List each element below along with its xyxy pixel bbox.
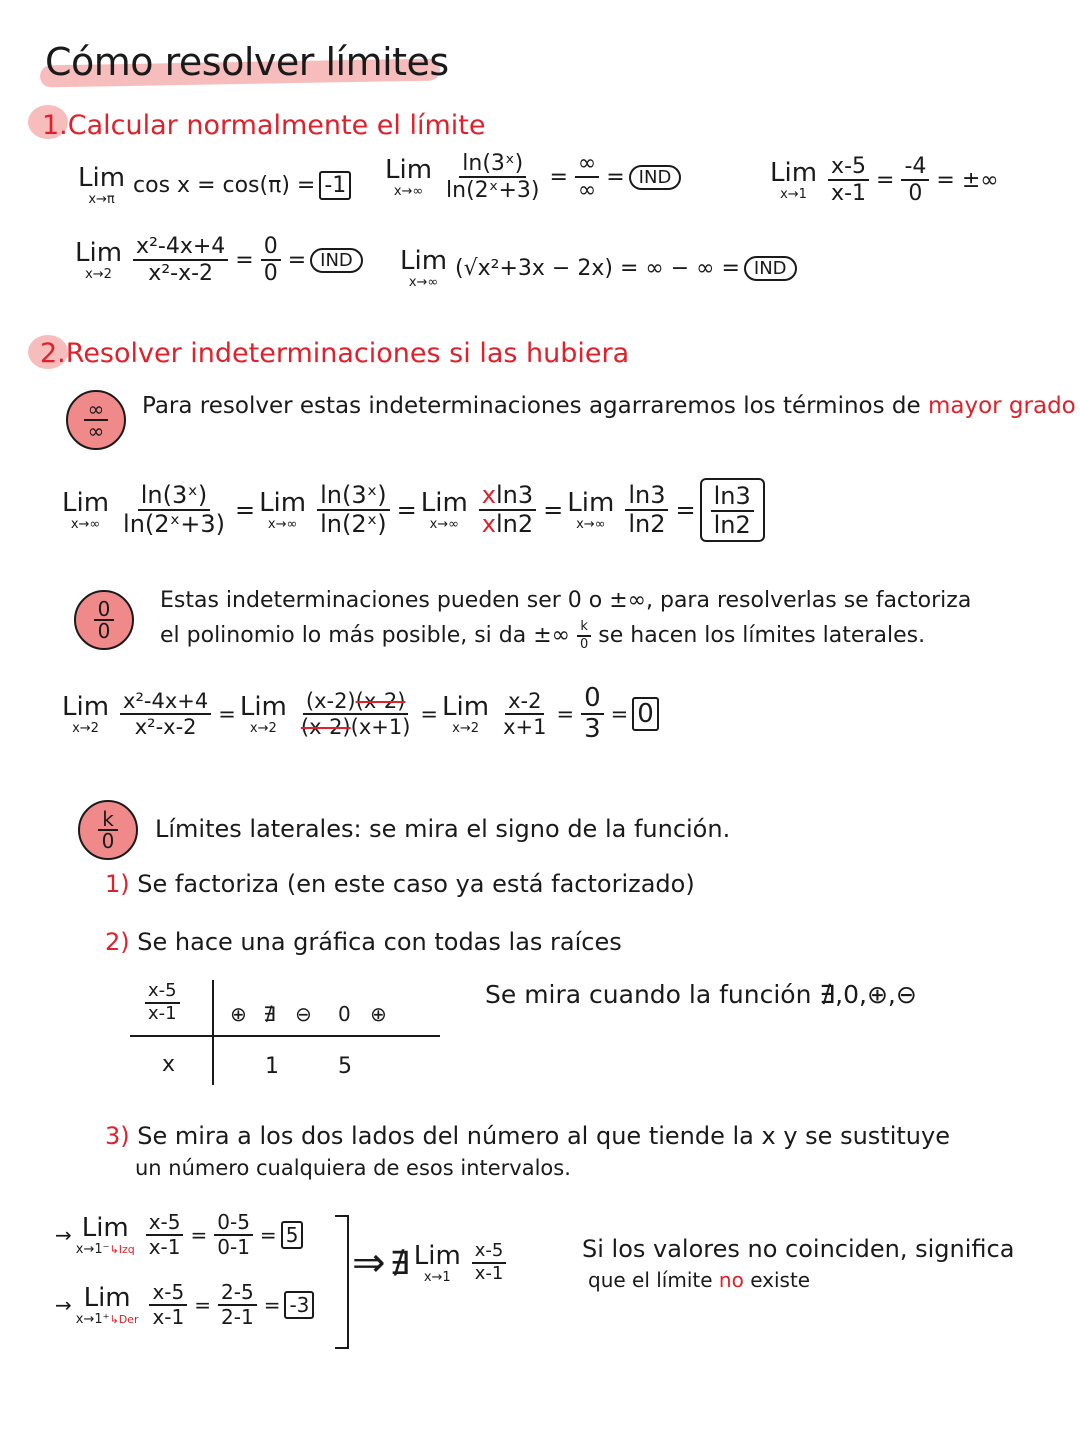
inf-explanation (142, 393, 1076, 419)
cancelled-factor: (x-2) (355, 689, 406, 714)
lim-sub: x→1 (423, 1269, 451, 1285)
ind-badge: IND (310, 248, 363, 273)
final-line1: Si los valores no coinciden, significa (582, 1235, 1015, 1263)
final-line2 (588, 1268, 810, 1292)
substep-3 (105, 1122, 950, 1150)
heading-text: Resolver indeterminaciones si las hubiera (65, 338, 630, 369)
example-ln-limit (385, 152, 681, 202)
lim: Lim (259, 487, 307, 518)
lim-sub: x→1 (780, 186, 807, 202)
substep-number: 3) (105, 1122, 130, 1150)
lim: Lim (385, 154, 433, 185)
numerator: 0 (261, 235, 281, 261)
numerator: x²-4x+4 (133, 235, 228, 261)
denominator: ln2 (713, 511, 751, 540)
factor: (x-2) (305, 689, 356, 714)
cancelled-factor: (x-2) (300, 715, 351, 740)
sign: ⊕ (370, 1002, 387, 1026)
lim: Lim (567, 487, 615, 518)
table-function (145, 982, 180, 1024)
text: existe (750, 1268, 811, 1292)
lim: Lim (239, 691, 287, 722)
numerator: x²-4x+4 (120, 690, 211, 715)
numerator: x-2 (505, 690, 544, 715)
numerator: ln(3ˣ) (138, 483, 211, 511)
text: el polinomio lo más posible, si da ±∞ (160, 623, 570, 649)
sign-note: Se mira cuando la función ∄,0,⊕,⊖ (485, 980, 917, 1009)
lim-sub: x→∞ (393, 183, 424, 199)
denominator: x²-x-2 (148, 261, 214, 287)
denominator: ln(2ˣ+3) (123, 510, 225, 539)
lim-sub: x→∞ (408, 275, 439, 290)
sign: ⊕ (230, 1002, 247, 1026)
denominator: x-1 (831, 181, 867, 207)
lim-sub: x→2 (85, 266, 112, 282)
numerator: x-5 (828, 155, 869, 181)
sign: ∄ (263, 1002, 276, 1026)
not-exists-icon: ∄ (389, 1244, 410, 1282)
numerator: ln3 (496, 481, 534, 509)
numerator: 0-5 (214, 1212, 253, 1236)
numerator: ∞ (575, 152, 599, 178)
step-number: 2. (40, 338, 66, 369)
equals: = (606, 164, 625, 190)
step2-heading (40, 338, 629, 369)
lim: Lim (81, 1212, 129, 1243)
numerator: x-5 (145, 982, 180, 1004)
lim: Lim (420, 487, 468, 518)
result-box: 5 (281, 1221, 304, 1249)
numerator: ln3 (625, 483, 668, 511)
expression: (√x²+3x − 2x) = ∞ − ∞ = (455, 256, 740, 281)
k0-heading: Límites laterales: se mira el signo de la función. (155, 815, 731, 843)
denominator: ln(2ˣ+3) (446, 178, 540, 204)
step1-heading (42, 110, 485, 141)
numerator: ln(3ˣ) (317, 483, 390, 511)
substep-number: 1) (105, 870, 130, 898)
lim-sub: x→∞ (70, 516, 101, 532)
lim: Lim (442, 691, 490, 722)
denominator: x-1 (152, 1305, 185, 1329)
lim: Lim (62, 691, 110, 722)
lim: Lim (62, 487, 110, 518)
denominator: x-1 (148, 1235, 181, 1259)
ind-badge: IND (629, 165, 682, 190)
lim-sub: x→2 (452, 720, 479, 736)
zero-explanation-line1: Estas indeterminaciones pueden ser 0 o ±∞, para resolverlas se factoriza (160, 588, 972, 613)
zero-example: Lim x→2 $\frac{\text{x²-4x+4}}{\text{x²-x-2}}$ = Lim x→2 $\frac{(x-2)(x-2)}{(x-2)(x+1)}$ = Lim x→2 $\frac{x-2}{x+1}$ = $\frac{0}{3}$ = 0 (62, 685, 659, 744)
arrow-icon: → (55, 1293, 72, 1317)
text: se hacen los límites laterales. (598, 623, 926, 649)
highlight-text: mayor grado (927, 393, 1076, 419)
numerator: x-5 (149, 1282, 187, 1306)
cancelled-x: x (481, 481, 496, 509)
numerator: 0 (581, 685, 604, 715)
result-box: -3 (284, 1291, 314, 1319)
denominator: 0 (263, 261, 278, 287)
left-limit: → Lim x→1⁻↳Izq $\frac{x-5}{x-1}$ = $\frac{0-5}{0-1}$ = 5 (55, 1212, 303, 1258)
lim-sub: x→2 (249, 720, 277, 736)
badge-den: ∞ (87, 419, 105, 443)
substep-2 (105, 928, 622, 956)
sign-table (130, 980, 440, 1090)
lim-sub: x→π (88, 192, 115, 207)
expression: cos x = cos(π) = (133, 173, 316, 198)
highlight-text: no (718, 1268, 744, 1292)
denominator: ln2 (496, 510, 534, 539)
denominator: x+1 (503, 715, 547, 740)
bracket (335, 1215, 349, 1349)
text: Para resolver estas indeterminaciones agarraremos los términos de (142, 393, 921, 419)
denominator: 0-1 (217, 1235, 250, 1259)
lim: Lim (400, 246, 448, 276)
substep-number: 2) (105, 928, 130, 956)
numerator: x-5 (472, 1242, 507, 1264)
example-sqrt-limit (400, 248, 797, 289)
step-number: 1. (42, 110, 68, 141)
badge-num: k (98, 809, 118, 831)
text: Se factoriza (en este caso ya está factorizado) (137, 870, 695, 898)
equals: = (549, 164, 568, 190)
numerator: -4 (901, 155, 929, 181)
page-title: Cómo resolver límites (45, 40, 449, 84)
table-horizontal-line (130, 1035, 440, 1037)
example-cos-limit (78, 165, 351, 206)
arrow-icon: → (55, 1223, 72, 1247)
lim: Lim (75, 237, 123, 268)
text: que el límite (588, 1268, 713, 1292)
example-x1-limit: Lim x→1 $\frac{x-5}{x-1}$ = $\frac{-4}{0}$ = ±∞ (770, 154, 999, 207)
denominator: 2-1 (221, 1305, 254, 1329)
side-tag: ↳Izq (109, 1242, 135, 1256)
denominator: 3 (584, 714, 601, 745)
result: = ±∞ (936, 167, 999, 193)
badge-num: 0 (94, 599, 115, 621)
badge-num: ∞ (84, 399, 109, 421)
denominator: 0 (580, 636, 589, 652)
badge-den: 0 (101, 829, 115, 853)
table-vertical-line (212, 980, 214, 1085)
denominator: x²-x-2 (134, 715, 197, 740)
sign: ⊖ (295, 1002, 312, 1026)
denominator: x-1 (148, 1002, 177, 1024)
heading-text: Calcular normalmente el límite (67, 110, 486, 141)
text: Se mira a los dos lados del número al que tiende la x y se sustituye (137, 1122, 950, 1150)
zero-explanation-line2 (160, 620, 925, 651)
substep-1 (105, 870, 695, 898)
result-box: 0 (632, 697, 659, 731)
side-tag: ↳Der (109, 1312, 139, 1326)
numerator: k (577, 620, 591, 637)
substep-3-line2: un número cualquiera de esos intervalos. (135, 1156, 571, 1180)
denominator: ln(2ˣ) (320, 510, 387, 539)
lim: Lim (83, 1282, 131, 1313)
lim-sub: x→1⁻ (75, 1241, 110, 1257)
inf-example: Lim x→∞ $\frac{\text{ln(3ˣ)}}{\text{ln(2ˣ+3)}}$ = Lim x→∞ $\frac{\text{ln(3ˣ)}}{\text{ln(2ˣ)}}$ = Lim x→∞ $\frac{xln3}{xln2}$ = Lim x→∞ $\frac{\ln 3}{\ln 2}$ = $\frac{\ln 3}{\ln 2}$ (62, 478, 765, 542)
denominator: ∞ (577, 178, 597, 204)
denominator: 0 (908, 181, 923, 207)
lim-sub: x→2 (72, 720, 99, 736)
lim-sub: x→∞ (576, 516, 606, 532)
lim-sub: x→1⁺ (75, 1311, 110, 1327)
conclusion-limit (352, 1240, 509, 1286)
variable-label: x (162, 1052, 176, 1077)
zero-over-zero-badge (74, 590, 134, 650)
text: Se hace una gráfica con todas las raíces (137, 928, 622, 956)
factor: (x+1) (350, 715, 411, 740)
denominator: x-1 (474, 1263, 504, 1284)
sign: 0 (338, 1002, 351, 1026)
ind-badge: IND (744, 256, 797, 281)
badge-den: 0 (97, 619, 111, 643)
lim: Lim (770, 157, 818, 188)
inf-over-inf-badge (66, 390, 126, 450)
example-polynomial-limit: Lim x→2 $\frac{\text{x²-4x+4}}{\text{x²-x-2}}$ = $\frac{0}{0}$ = IND (75, 235, 363, 285)
k-over-zero-badge (78, 800, 138, 860)
numerator: ln3 (711, 484, 754, 512)
lim: Lim (78, 163, 126, 193)
root: 1 (265, 1054, 279, 1079)
lim-sub: x→∞ (429, 516, 459, 532)
root: 5 (338, 1054, 352, 1079)
cancelled-x: x (481, 510, 496, 539)
lim-sub: x→∞ (267, 516, 298, 532)
numerator: x-5 (146, 1212, 184, 1236)
denominator: ln2 (628, 510, 666, 539)
numerator: 2-5 (218, 1282, 257, 1306)
implies-icon: ⇒ (352, 1240, 386, 1286)
result-box (700, 478, 765, 542)
right-limit: → Lim x→1⁺↳Der $\frac{x-5}{x-1}$ = $\frac{2-5}{2-1}$ = -3 (55, 1282, 314, 1328)
lim: Lim (413, 1240, 461, 1271)
result-box: -1 (319, 171, 351, 200)
numerator: ln(3ˣ) (459, 152, 526, 178)
